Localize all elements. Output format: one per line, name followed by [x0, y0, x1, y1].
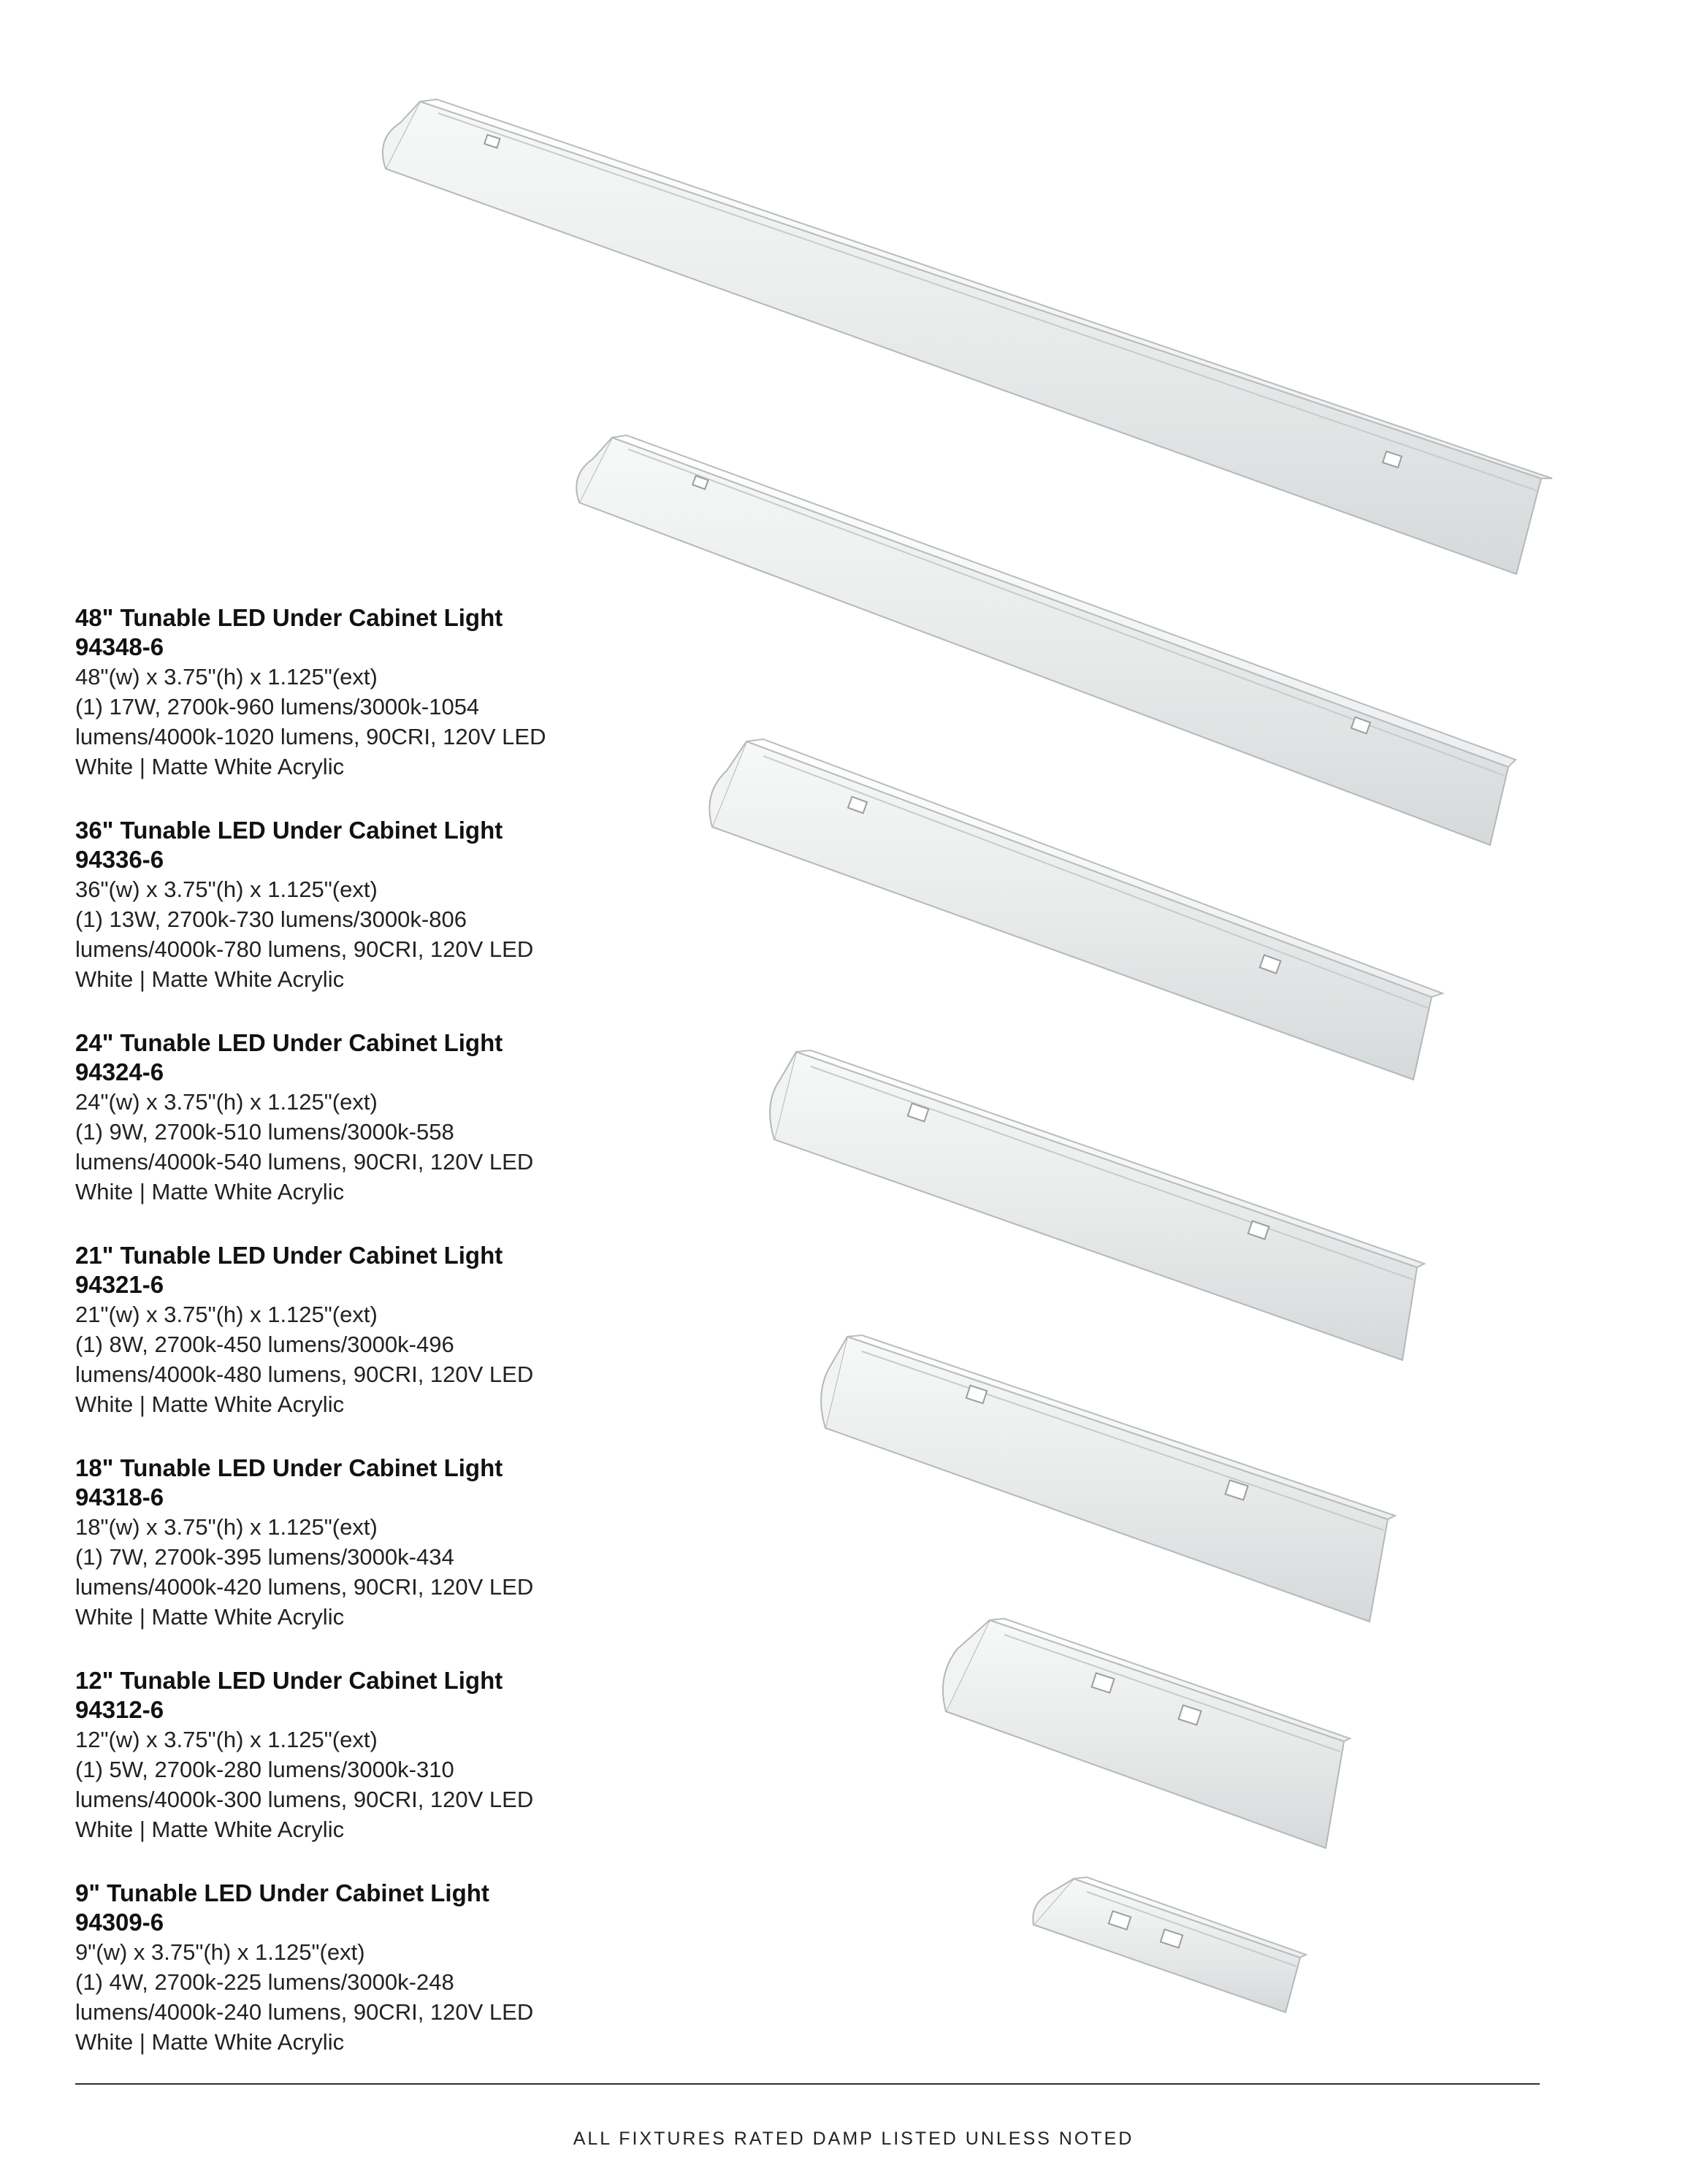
- product-finish: White | Matte White Acrylic: [75, 2029, 345, 2055]
- product-lamping: (1) 4W, 2700k-225 lumens/3000k-248: [75, 1969, 454, 1995]
- product-48: [75, 603, 630, 782]
- product-sku: 94324-6: [75, 1058, 164, 1085]
- product-finish: White | Matte White Acrylic: [75, 966, 345, 992]
- fixture-18-image: [821, 1335, 1395, 1622]
- product-dimensions: 24"(w) x 3.75"(h) x 1.125"(ext): [75, 1089, 378, 1115]
- product-finish: White | Matte White Acrylic: [75, 1179, 345, 1204]
- fixture-12-image: [943, 1619, 1350, 1848]
- product-dimensions: 9"(w) x 3.75"(h) x 1.125"(ext): [75, 1939, 365, 1965]
- product-lamping-cont: lumens/4000k-480 lumens, 90CRI, 120V LED: [75, 1362, 534, 1387]
- product-lamping: (1) 5W, 2700k-280 lumens/3000k-310: [75, 1757, 454, 1782]
- product-18: [75, 1454, 630, 1632]
- product-9: [75, 1879, 630, 2057]
- product-lamping-cont: lumens/4000k-1020 lumens, 90CRI, 120V LED: [75, 724, 546, 749]
- fixture-21-image: [770, 1050, 1424, 1360]
- footer-note: ALL FIXTURES RATED DAMP LISTED UNLESS NOTED: [573, 2128, 1134, 2149]
- product-sku: 94336-6: [75, 846, 164, 873]
- product-sku: 94321-6: [75, 1271, 164, 1298]
- footer-divider: [75, 2083, 1540, 2085]
- product-sku: 94348-6: [75, 633, 164, 660]
- product-lamping: (1) 8W, 2700k-450 lumens/3000k-496: [75, 1332, 454, 1357]
- product-24: [75, 1028, 630, 1207]
- product-lamping-cont: lumens/4000k-540 lumens, 90CRI, 120V LED: [75, 1149, 534, 1175]
- product-finish: White | Matte White Acrylic: [75, 1817, 345, 1842]
- fixture-24-image: [709, 739, 1443, 1080]
- product-dimensions: 48"(w) x 3.75"(h) x 1.125"(ext): [75, 664, 378, 690]
- product-title: 12" Tunable LED Under Cabinet Light: [75, 1667, 503, 1694]
- product-title: 24" Tunable LED Under Cabinet Light: [75, 1029, 503, 1056]
- product-lamping: (1) 17W, 2700k-960 lumens/3000k-1054: [75, 694, 480, 719]
- product-title: 18" Tunable LED Under Cabinet Light: [75, 1454, 503, 1481]
- product-title: 48" Tunable LED Under Cabinet Light: [75, 604, 503, 631]
- product-lamping-cont: lumens/4000k-300 lumens, 90CRI, 120V LED: [75, 1787, 534, 1812]
- fixture-9-image: [1033, 1877, 1306, 2012]
- product-dimensions: 36"(w) x 3.75"(h) x 1.125"(ext): [75, 877, 378, 902]
- product-lamping-cont: lumens/4000k-240 lumens, 90CRI, 120V LED: [75, 1999, 534, 2025]
- product-finish: White | Matte White Acrylic: [75, 1604, 345, 1630]
- product-sku: 94309-6: [75, 1909, 164, 1936]
- product-36: [75, 816, 630, 994]
- product-lamping: (1) 9W, 2700k-510 lumens/3000k-558: [75, 1119, 454, 1145]
- fixture-48-image: [383, 99, 1552, 574]
- product-lamping: (1) 13W, 2700k-730 lumens/3000k-806: [75, 906, 467, 932]
- product-21: [75, 1241, 630, 1419]
- product-dimensions: 18"(w) x 3.75"(h) x 1.125"(ext): [75, 1514, 378, 1540]
- product-title: 9" Tunable LED Under Cabinet Light: [75, 1879, 489, 1906]
- product-title: 36" Tunable LED Under Cabinet Light: [75, 817, 503, 844]
- product-lamping-cont: lumens/4000k-780 lumens, 90CRI, 120V LED: [75, 936, 534, 962]
- product-lamping: (1) 7W, 2700k-395 lumens/3000k-434: [75, 1544, 454, 1570]
- product-dimensions: 12"(w) x 3.75"(h) x 1.125"(ext): [75, 1727, 378, 1752]
- product-sku: 94318-6: [75, 1484, 164, 1511]
- product-finish: White | Matte White Acrylic: [75, 754, 345, 779]
- product-12: [75, 1666, 630, 1844]
- product-dimensions: 21"(w) x 3.75"(h) x 1.125"(ext): [75, 1302, 378, 1327]
- product-lamping-cont: lumens/4000k-420 lumens, 90CRI, 120V LED: [75, 1574, 534, 1600]
- product-title: 21" Tunable LED Under Cabinet Light: [75, 1242, 503, 1269]
- product-sku: 94312-6: [75, 1696, 164, 1723]
- product-finish: White | Matte White Acrylic: [75, 1391, 345, 1417]
